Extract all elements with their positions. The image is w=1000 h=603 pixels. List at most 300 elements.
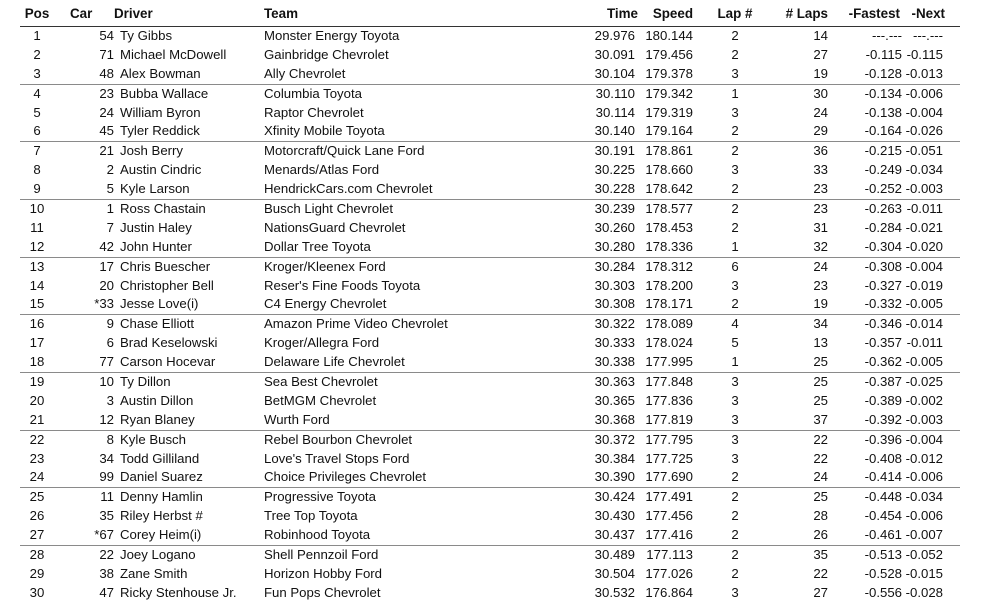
cell-car: 77 [99,354,114,370]
cell-next: -0.004 [905,258,943,274]
cell-car: 6 [106,335,114,351]
cell-driver: Justin Haley [120,219,192,235]
cell-car: 12 [99,411,114,427]
cell-driver: Kyle Larson [120,181,190,197]
cell-time: 30.104 [594,65,635,81]
cell-laps: 35 [813,547,828,563]
cell-pos: 20 [29,392,45,408]
cell-driver: Michael McDowell [120,46,227,62]
table-row [20,468,960,488]
cell-time: 30.504 [594,565,635,581]
cell-lap: 3 [731,411,739,427]
cell-laps: 22 [813,450,828,466]
cell-next: -0.026 [905,123,943,139]
cell-laps: 33 [813,162,828,178]
cell-speed: 178.312 [645,258,693,274]
table-row [20,507,960,526]
cell-lap: 2 [731,219,739,235]
cell-lap: 3 [731,162,739,178]
cell-fastest: -0.134 [864,85,902,101]
cell-pos: 12 [29,238,45,254]
cell-car: *33 [94,296,114,312]
cell-team: Sea Best Chevrolet [264,374,378,390]
cell-speed: 179.319 [645,104,693,120]
cell-next: -0.006 [905,508,943,524]
cell-next: -0.006 [905,469,943,485]
table-row [20,65,960,85]
cell-car: 11 [100,489,114,505]
cell-fastest: -0.362 [864,354,902,370]
cell-lap: 1 [731,238,739,254]
cell-laps: 34 [813,316,828,332]
table-row [20,277,960,296]
cell-time: 30.437 [594,527,635,543]
table-row [20,238,960,258]
cell-pos: 10 [29,201,45,217]
cell-pos: 28 [29,547,45,563]
cell-car: 35 [99,508,114,524]
table-row [20,373,960,392]
table-row [20,161,960,180]
cell-fastest: -0.346 [864,316,902,332]
cell-team: Menards/Atlas Ford [264,162,380,178]
cell-pos: 18 [29,354,45,370]
cell-car: 54 [99,28,114,43]
cell-car: 34 [99,450,114,466]
cell-car: 38 [99,565,114,581]
cell-time: 30.368 [594,411,635,427]
cell-pos: 27 [29,527,45,543]
cell-driver: John Hunter [120,238,192,254]
cell-team: Monster Energy Toyota [264,28,400,43]
cell-speed: 178.642 [645,181,693,197]
cell-driver: Brad Keselowski [120,335,218,351]
cell-team: BetMGM Chevrolet [264,392,377,408]
cell-next: -0.015 [905,565,943,581]
cell-speed: 177.113 [646,547,693,563]
cell-time: 30.303 [594,277,635,293]
cell-lap: 3 [731,65,739,81]
cell-fastest: -0.332 [864,296,902,312]
cell-time: 30.091 [594,46,635,62]
cell-next: -0.007 [905,527,943,543]
table-row [20,526,960,546]
cell-fastest: -0.414 [864,469,902,485]
cell-lap: 2 [731,143,739,159]
cell-time: 30.424 [594,489,635,505]
cell-team: Tree Top Toyota [264,508,358,524]
cell-fastest: -0.263 [864,201,902,217]
cell-next: -0.019 [905,277,943,293]
cell-laps: 25 [813,392,828,408]
cell-speed: 180.144 [645,28,693,43]
cell-driver: Alex Bowman [120,65,201,81]
cell-team: Busch Light Chevrolet [264,201,394,217]
table-row [20,85,960,104]
cell-pos: 16 [29,316,45,332]
cell-lap: 3 [731,392,739,408]
cell-driver: Christopher Bell [120,277,214,293]
cell-next: -0.003 [905,411,943,427]
cell-laps: 29 [813,123,828,139]
cell-team: Love's Travel Stops Ford [264,450,410,466]
cell-speed: 177.416 [645,527,693,543]
cell-car: 8 [106,431,114,447]
cell-pos: 26 [29,508,45,524]
cell-fastest: -0.357 [864,335,902,351]
cell-car: 2 [106,162,114,178]
cell-laps: 25 [813,489,828,505]
cell-driver: Joey Logano [120,547,196,563]
cell-fastest: -0.304 [864,238,902,254]
cell-car: 22 [99,547,114,563]
cell-speed: 177.836 [645,392,693,408]
cell-time: 30.333 [594,335,635,351]
cell-car: 10 [99,374,114,390]
cell-time: 30.239 [594,201,635,217]
cell-team: Raptor Chevrolet [264,104,364,120]
header-speed: Speed [652,6,693,21]
cell-car: 20 [99,277,114,293]
cell-speed: 178.200 [645,277,693,293]
cell-pos: 1 [33,28,41,43]
cell-time: 30.489 [594,547,635,563]
cell-driver: Jesse Love(i) [120,296,199,312]
cell-team: Horizon Hobby Ford [264,565,383,581]
cell-team: Columbia Toyota [264,85,362,101]
cell-pos: 24 [29,469,45,485]
cell-lap: 3 [731,450,739,466]
table-row [20,27,960,46]
cell-driver: Zane Smith [120,565,188,581]
cell-next: -0.034 [905,489,943,505]
cell-fastest: -0.327 [864,277,902,293]
cell-fastest: -0.308 [864,258,902,274]
cell-lap: 2 [731,123,739,139]
cell-next: -0.028 [905,584,943,600]
cell-pos: 11 [30,219,44,235]
cell-time: 30.390 [594,469,635,485]
cell-car: 24 [99,104,114,120]
header-fastest: -Fastest [848,6,900,21]
cell-laps: 36 [813,143,828,159]
cell-lap: 4 [731,316,739,332]
cell-driver: Ty Gibbs [120,28,173,43]
cell-next: -0.004 [905,104,943,120]
cell-laps: 31 [813,219,828,235]
cell-team: Fun Pops Chevrolet [264,584,381,600]
cell-team: Amazon Prime Video Chevrolet [264,316,448,332]
cell-laps: 32 [813,238,828,254]
cell-next: -0.034 [905,162,943,178]
cell-car: 1 [106,201,114,217]
cell-driver: Ross Chastain [120,201,206,217]
cell-pos: 7 [33,143,41,159]
cell-fastest: -0.389 [864,392,902,408]
cell-laps: 23 [813,277,828,293]
cell-next: -0.013 [905,65,943,81]
cell-speed: 178.453 [645,219,693,235]
cell-time: 30.384 [594,450,635,466]
cell-driver: Bubba Wallace [120,85,209,101]
cell-lap: 3 [731,374,739,390]
cell-lap: 5 [731,335,739,351]
cell-fastest: -0.396 [864,431,902,447]
cell-fastest: -0.138 [864,104,902,120]
cell-car: 21 [99,143,114,159]
cell-pos: 14 [29,277,45,293]
table-row [20,258,960,277]
table-row [20,104,960,123]
cell-team: Rebel Bourbon Chevrolet [264,431,413,447]
cell-team: Wurth Ford [264,411,330,427]
cell-speed: 179.164 [645,123,693,139]
cell-laps: 19 [813,65,828,81]
cell-team: Kroger/Allegra Ford [264,335,380,351]
cell-time: 30.430 [594,508,635,524]
cell-pos: 8 [33,162,41,178]
cell-speed: 178.660 [645,162,693,178]
cell-car: 5 [106,181,114,197]
cell-laps: 25 [813,374,828,390]
cell-next: -0.025 [905,374,943,390]
cell-time: 30.191 [594,143,635,159]
cell-next: -0.014 [905,316,943,332]
cell-lap: 2 [731,469,739,485]
cell-driver: Carson Hocevar [120,354,216,370]
cell-fastest: -0.513 [864,547,902,563]
cell-time: 30.308 [594,296,635,312]
cell-driver: Denny Hamlin [120,489,203,505]
cell-laps: 25 [813,354,828,370]
cell-lap: 2 [731,201,739,217]
cell-driver: Ricky Stenhouse Jr. [120,584,237,600]
cell-speed: 177.690 [645,469,693,485]
cell-driver: William Byron [120,104,201,120]
cell-laps: 13 [813,335,828,351]
cell-car: 9 [106,316,114,332]
cell-next: -0.006 [905,85,943,101]
table-row [20,565,960,584]
cell-time: 30.372 [594,431,635,447]
cell-lap: 2 [731,527,739,543]
cell-speed: 177.026 [645,565,693,581]
cell-next: -0.003 [905,181,943,197]
cell-pos: 23 [29,450,45,466]
cell-fastest: -0.556 [864,584,902,600]
cell-car: 48 [99,65,114,81]
cell-car: 17 [99,258,114,274]
table-row [20,546,960,565]
cell-laps: 26 [813,527,828,543]
cell-time: 30.114 [595,104,635,120]
header-driver: Driver [114,6,153,21]
cell-pos: 30 [29,584,45,600]
cell-time: 29.976 [594,28,635,43]
cell-fastest: -0.164 [864,123,902,139]
cell-time: 30.338 [594,354,635,370]
cell-speed: 179.456 [645,46,693,62]
cell-team: Dollar Tree Toyota [264,238,371,254]
cell-team: HendrickCars.com Chevrolet [264,181,433,197]
cell-fastest: -0.128 [864,65,902,81]
cell-pos: 25 [29,489,45,505]
cell-speed: 177.995 [645,354,693,370]
cell-driver: Daniel Suarez [120,469,203,485]
cell-lap: 2 [731,489,739,505]
cell-team: Ally Chevrolet [264,65,346,81]
cell-team: Kroger/Kleenex Ford [264,258,386,274]
cell-car: 45 [99,123,114,139]
cell-fastest: -0.448 [864,489,902,505]
cell-next: ---.--- [912,28,943,43]
cell-next: -0.011 [906,201,943,217]
cell-next: -0.002 [905,392,943,408]
cell-fastest: -0.461 [864,527,902,543]
table-row [20,431,960,450]
cell-laps: 19 [813,296,828,312]
cell-laps: 28 [813,508,828,524]
cell-laps: 22 [813,565,828,581]
cell-pos: 6 [33,123,41,139]
cell-team: Gainbridge Chevrolet [264,46,389,62]
cell-speed: 177.725 [645,450,693,466]
cell-lap: 2 [731,565,739,581]
cell-driver: Chris Buescher [120,258,211,274]
cell-time: 30.228 [594,181,635,197]
header-car: Car [70,6,93,21]
cell-laps: 24 [813,258,828,274]
table-row [20,295,960,315]
cell-team: C4 Energy Chevrolet [264,296,387,312]
cell-lap: 3 [731,431,739,447]
cell-pos: 17 [29,335,45,351]
cell-team: Choice Privileges Chevrolet [264,469,426,485]
cell-lap: 3 [731,584,739,600]
cell-next: -0.011 [906,335,943,351]
header-next: -Next [911,6,945,21]
cell-driver: Kyle Busch [120,431,186,447]
cell-lap: 2 [731,28,739,43]
cell-car: 7 [106,219,114,235]
cell-team: Delaware Life Chevrolet [264,354,405,370]
cell-lap: 2 [731,181,739,197]
cell-laps: 14 [813,28,828,43]
cell-pos: 4 [33,85,41,101]
table-row [20,450,960,469]
results-table [20,2,960,603]
cell-speed: 176.864 [645,584,693,600]
cell-lap: 1 [731,85,739,101]
cell-next: -0.051 [905,143,943,159]
table-row [20,46,960,65]
cell-next: -0.012 [905,450,943,466]
cell-lap: 3 [731,104,739,120]
cell-laps: 23 [813,181,828,197]
cell-car: 71 [99,46,114,62]
cell-fastest: -0.387 [864,374,902,390]
cell-laps: 30 [813,85,828,101]
cell-speed: 178.861 [645,143,693,159]
cell-laps: 27 [813,584,828,600]
cell-team: Robinhood Toyota [264,527,371,543]
cell-next: -0.004 [905,431,943,447]
cell-pos: 13 [29,258,45,274]
cell-team: Xfinity Mobile Toyota [264,123,385,139]
cell-lap: 2 [731,46,739,62]
cell-driver: Riley Herbst # [120,508,203,524]
cell-team: Motorcraft/Quick Lane Ford [264,143,425,159]
cell-next: -0.115 [906,46,943,62]
header-pos: Pos [24,6,50,21]
cell-laps: 23 [813,201,828,217]
cell-time: 30.110 [595,85,635,101]
cell-speed: 178.577 [645,201,693,217]
cell-next: -0.005 [905,296,943,312]
table-row [20,334,960,353]
cell-driver: Tyler Reddick [120,123,200,139]
cell-pos: 19 [29,374,45,390]
cell-time: 30.363 [594,374,635,390]
cell-pos: 9 [33,181,41,197]
cell-speed: 177.456 [645,508,693,524]
cell-speed: 177.795 [645,431,693,447]
cell-pos: 3 [33,65,41,81]
cell-pos: 21 [29,411,45,427]
cell-pos: 29 [29,565,45,581]
table-row [20,392,960,411]
cell-laps: 37 [813,411,828,427]
cell-fastest: -0.392 [864,411,902,427]
cell-time: 30.322 [594,316,635,332]
cell-team: NationsGuard Chevrolet [264,219,406,235]
table-row [20,488,960,507]
cell-time: 30.365 [594,392,635,408]
cell-pos: 2 [33,46,41,62]
cell-speed: 177.848 [645,374,693,390]
cell-driver: Josh Berry [120,143,184,159]
cell-driver: Ty Dillon [120,374,171,390]
table-row [20,200,960,219]
cell-time: 30.225 [594,162,635,178]
table-row [20,353,960,373]
cell-team: Progressive Toyota [264,489,376,505]
cell-speed: 178.336 [645,238,693,254]
cell-time: 30.260 [594,219,635,235]
cell-speed: 179.378 [645,65,693,81]
table-row [20,122,960,142]
cell-laps: 27 [813,46,828,62]
cell-speed: 179.342 [645,85,693,101]
table-row [20,219,960,238]
cell-speed: 177.491 [645,489,693,505]
cell-lap: 2 [731,508,739,524]
cell-driver: Austin Cindric [120,162,202,178]
cell-team: Shell Pennzoil Ford [264,547,379,563]
cell-fastest: -0.284 [864,219,902,235]
cell-speed: 178.171 [645,296,693,312]
cell-fastest: -0.115 [865,46,902,62]
cell-next: -0.052 [905,547,943,563]
table-body [20,27,960,603]
header-row [20,2,960,27]
cell-car: *67 [94,527,114,543]
cell-car: 3 [106,392,114,408]
cell-lap: 2 [731,547,739,563]
cell-speed: 178.089 [645,316,693,332]
cell-speed: 177.819 [645,411,693,427]
cell-pos: 15 [29,296,45,312]
